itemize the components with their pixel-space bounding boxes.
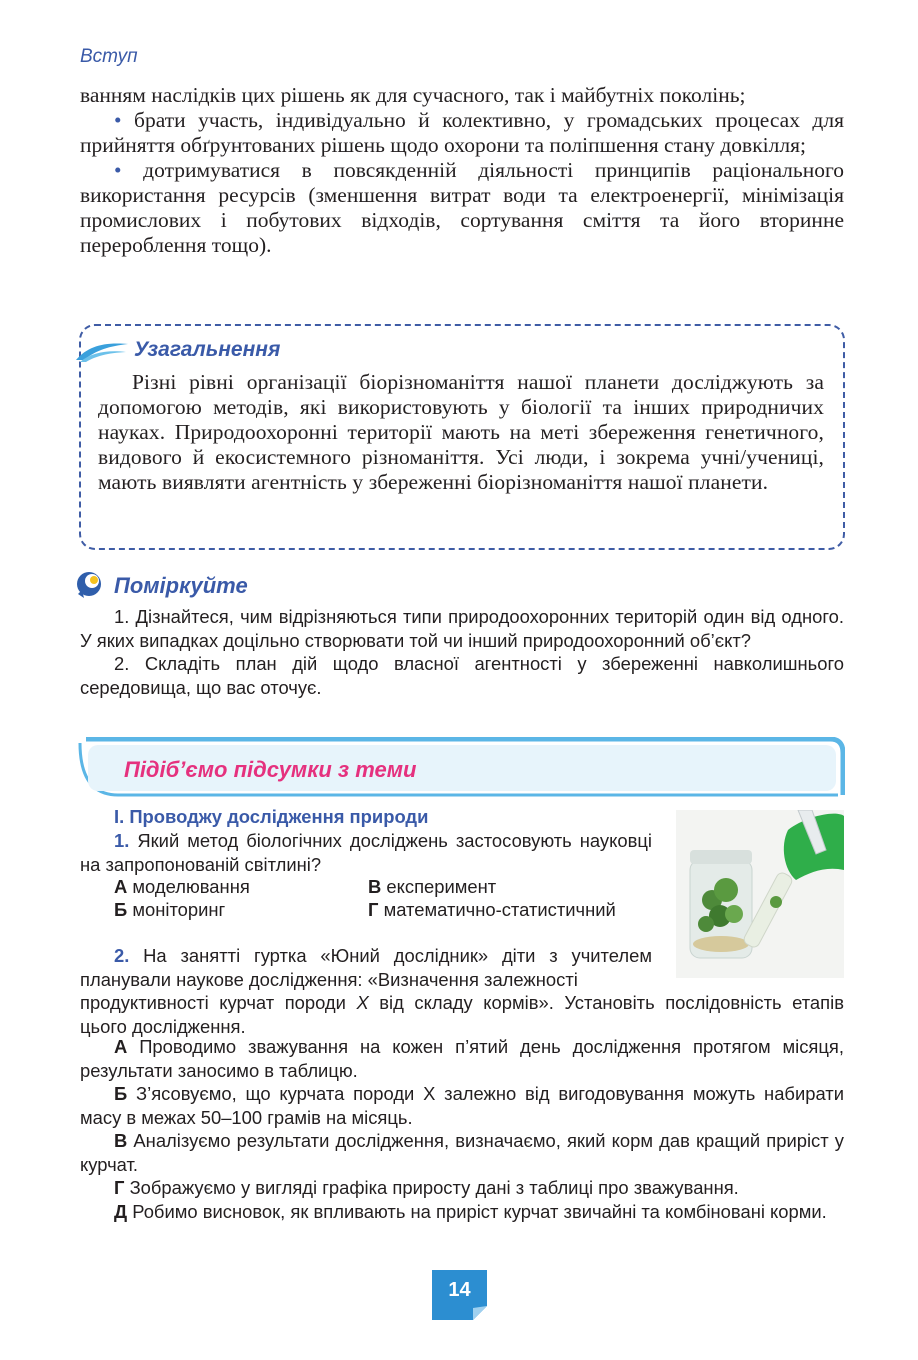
lab-plant-photo <box>676 810 844 978</box>
think-title: Поміркуйте <box>114 573 248 598</box>
bullet-1-text: брати участь, індивідуально й колективно, у громадських процесах для прийняття обґрунтованих рішень щодо охорони та поліпшення стану довкілля; <box>80 108 844 157</box>
think-questions <box>80 605 844 699</box>
question-2-text: На занятті гуртка «Юний дослідник» діти з учителем планували наукове дослідження: «Визначення залежності <box>80 945 652 990</box>
question-2-intro <box>80 944 652 991</box>
answer-option-a: А моделювання <box>114 876 250 897</box>
step-item: Г Зображуємо у вигляді графіка приросту дані з таблиці про зважування. <box>114 1177 739 1198</box>
step-item: Д Робимо висновок, як впливають на приріст курчат звичайні та комбіновані корми. <box>114 1200 827 1222</box>
question-2-continued: продуктивності курчат породи Х від складу кормів». Установіть послідовність етапів цього дослідження. <box>80 992 844 1037</box>
intro-bullet-1 <box>80 108 844 158</box>
bullet-icon: • <box>114 108 122 132</box>
answer-option-g: Г математично-статистичний <box>368 899 616 920</box>
intro-line: ванням наслідків цих рішень як для сучасного, так і майбутніх поколінь; <box>80 83 746 107</box>
think-question-2: 2. Складіть план дій щодо власної агентності у збереженні навколишнього середовища, що вас оточує. <box>80 653 844 698</box>
bullet-icon: • <box>114 158 122 182</box>
question-2-number: 2. <box>114 945 130 966</box>
step-item: А Проводимо зважування на кожен п’ятий день дослідження протягом місяця, результати заносимо в таблицю. <box>80 1036 844 1081</box>
bullet-2-text: дотримуватися в повсякденній діяльності принципів раціонального використання ресурсів (зменшення витрат води та електроенергії, мінімізація промислових і побутових відходів, сортування сміття та його вторинне перероблення тощо). <box>80 158 845 257</box>
running-header: Вступ <box>80 46 138 67</box>
question-1 <box>80 829 652 876</box>
answer-option-b: Б моніторинг <box>114 899 226 920</box>
summary-title: Узагальнення <box>134 338 281 361</box>
think-question-1: 1. Дізнайтеся, чим відрізняються типи природоохоронних територій один від одного. У яких випадках доцільно створювати той чи інший природоохоронний об’єкт? <box>80 606 844 651</box>
summary-text: Різні рівні організації біорізноманіття нашої планети досліджують за допомогою методів, які використовують у біології та інших природничих науках. Природоохоронні території мають на меті збереження генетичного, видового й екосистемного різноманіття. Усі люди, і зокрема учні/учениці, мають виявляти агентність у збереженні біорізноманіття нашої планети. <box>98 370 824 494</box>
question-1-text: Який метод біологічних досліджень застосовують науковці на запропонованій світлині? <box>80 830 652 875</box>
step-item: Б З’ясовуємо, що курчата породи Х залежно від вигодовування можуть набирати масу в межах 50–100 грамів на місяць. <box>80 1083 844 1128</box>
section-title: I. Проводжу дослідження природи <box>114 806 429 827</box>
intro-text <box>80 83 844 258</box>
question-1-number: 1. <box>114 830 130 851</box>
wave-icon <box>74 338 130 364</box>
page-number: 14 <box>448 1279 471 1301</box>
banner-title: Підіб’ємо підсумки з теми <box>124 757 417 782</box>
step-item: В Аналізуємо результати дослідження, визначаємо, який корм дав кращий приріст у курчат. <box>80 1130 844 1175</box>
lightbulb-globe-icon <box>74 570 106 600</box>
answer-option-v: В експеримент <box>368 876 497 897</box>
research-steps <box>80 1035 844 1223</box>
intro-bullet-2 <box>80 158 844 258</box>
